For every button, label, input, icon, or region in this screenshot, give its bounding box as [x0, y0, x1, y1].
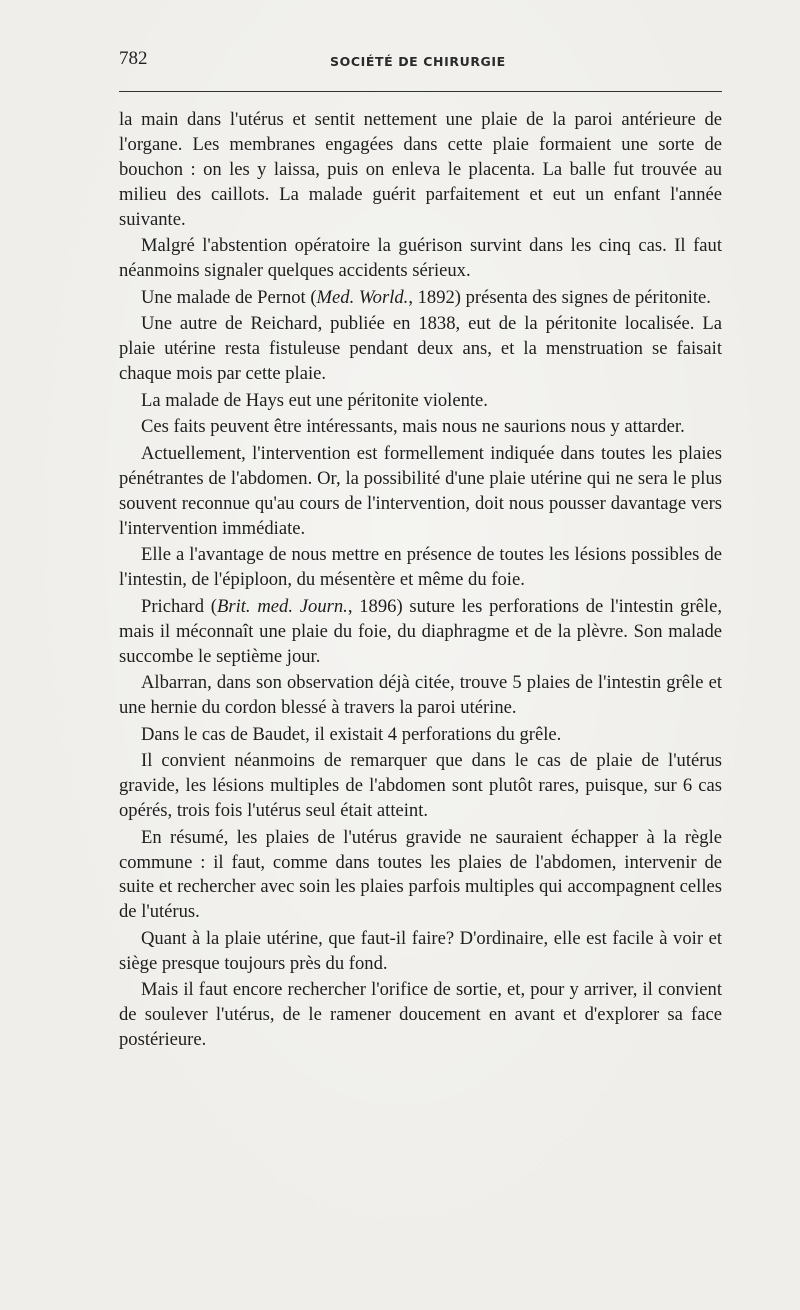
paragraph: Albarran, dans son observation déjà citée, trouve 5 plaies de l'intestin grêle et une hernie du cordon blessé à travers la paroi utérine.: [119, 672, 722, 719]
journal-citation: Med. World.: [316, 286, 409, 308]
paragraph: Actuellement, l'intervention est formellement indiquée dans toutes les plaies pénétrantes de l'abdomen. Or, la possibilité d'une plaie utérine qui ne sera le plus souvent reconnue qu'au cours de l'intervention, doit nous pousser davantage vers l'intervention immédiate.: [119, 442, 722, 539]
paragraph: En résumé, les plaies de l'utérus gravide ne sauraient échapper à la règle commune : il faut, comme dans toutes les plaies de l'abdomen, intervenir de suite et rechercher avec soin les plaies parfois multiples qui accompagnent celles de l'utérus.: [119, 826, 722, 923]
paragraph-text: Une malade de Pernot (: [141, 286, 317, 308]
paragraph: Mais il faut encore rechercher l'orifice de sortie, et, pour y arriver, il convient de soulever l'utérus, de le ramener doucement en avant et d'explorer sa face postérieure.: [119, 979, 722, 1051]
paragraph: [119, 595, 722, 670]
journal-citation: Brit. med. Journ.: [216, 595, 348, 617]
page-number: 782: [119, 48, 148, 69]
page-header: [119, 46, 722, 76]
body-text: [119, 108, 722, 1055]
paragraph: [119, 286, 722, 311]
paragraph: Une autre de Reichard, publiée en 1838, eut de la péritonite localisée. La plaie utérine resta fistuleuse pendant deux ans, et la menstruation se faisait chaque mois par cette plaie.: [119, 313, 722, 385]
paragraph: Elle a l'avantage de nous mettre en présence de toutes les lésions possibles de l'intestin, de l'épiploon, du mésentère et même du foie.: [119, 544, 722, 591]
paragraph: Malgré l'abstention opératoire la guérison survint dans les cinq cas. Il faut néanmoins signaler quelques accidents sérieux.: [119, 235, 722, 282]
paragraph-text: , 1892) présenta des signes de péritonite.: [408, 286, 711, 308]
paragraph: Quant à la plaie utérine, que faut-il faire? D'ordinaire, elle est facile à voir et siège presque toujours près du fond.: [119, 927, 722, 974]
header-rule: [119, 91, 722, 92]
paragraph: Dans le cas de Baudet, il existait 4 perforations du grêle.: [141, 723, 562, 745]
paragraph: La malade de Hays eut une péritonite violente.: [141, 389, 488, 411]
running-head: SOCIÉTÉ DE CHIRURGIE: [330, 54, 506, 69]
paragraph: Il convient néanmoins de remarquer que dans le cas de plaie de l'utérus gravide, les lésions multiples de l'abdomen sont plutôt rares, puisque, sur 6 cas opérés, trois fois l'utérus seul était atteint.: [119, 750, 722, 822]
paragraph-text: Prichard (: [141, 595, 217, 617]
paragraph: la main dans l'utérus et sentit nettement une plaie de la paroi antérieure de l'organe. Les membranes engagées dans cette plaie formaient une sorte de bouchon : on les y laissa, puis on enleva le placenta. La balle fut trouvée au milieu des caillots. La malade guérit parfaitement et eut un enfant l'année suivante.: [119, 109, 722, 230]
paragraph-text: , 1896) suture les perforations de l'intestin grêle, mais il méconnaît une plaie du foie, du diaphragme et de la plèvre. Son malade succombe le septième jour.: [119, 595, 722, 667]
paragraph: Ces faits peuvent être intéressants, mais nous ne saurions nous y attarder.: [141, 416, 685, 438]
